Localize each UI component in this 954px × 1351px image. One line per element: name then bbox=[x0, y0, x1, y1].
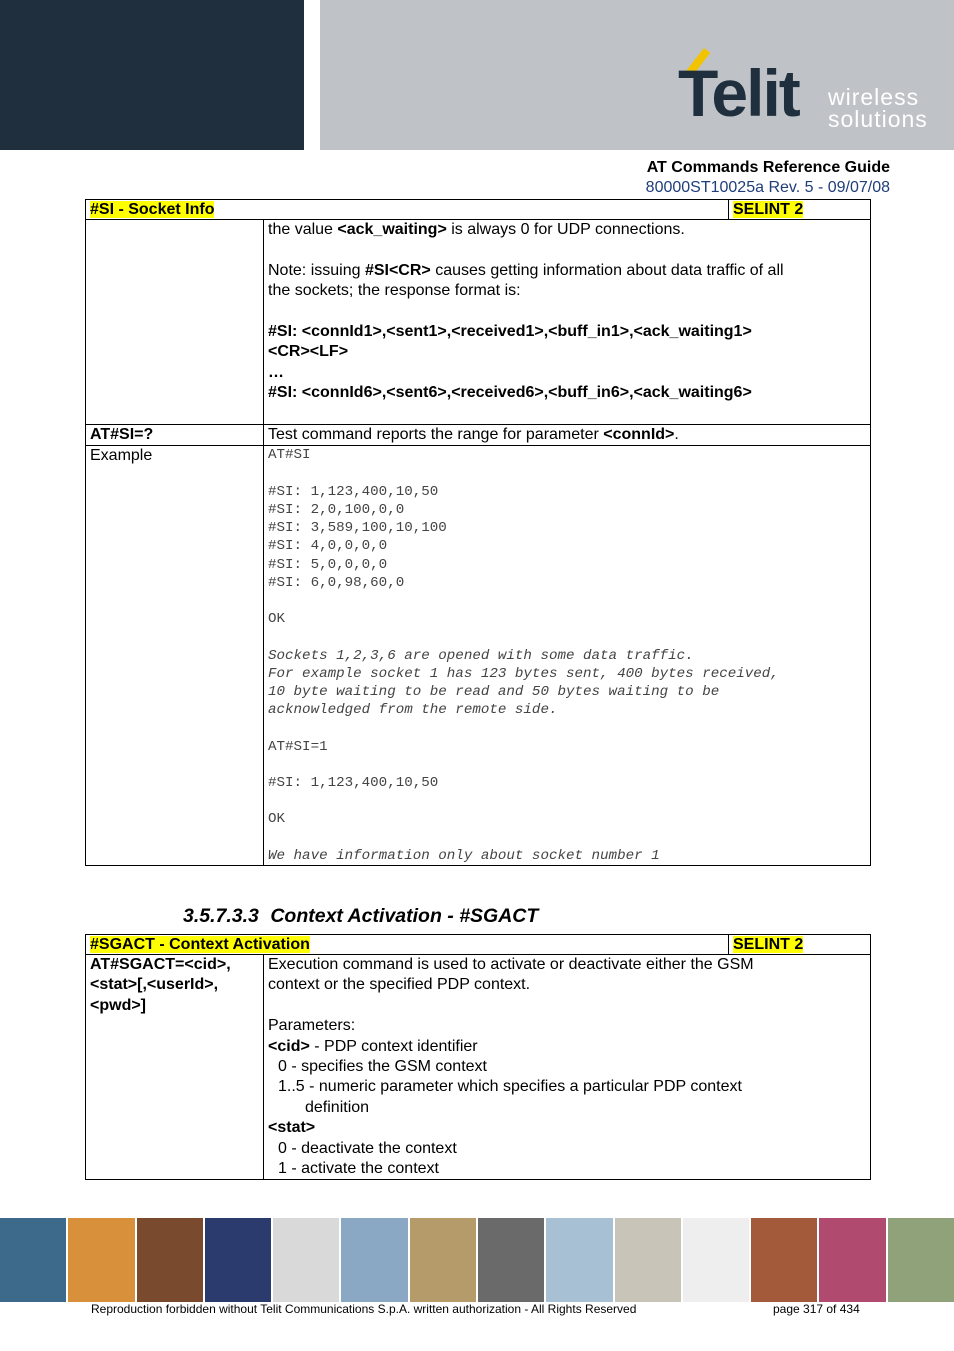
si-format-line: <CR><LF> bbox=[268, 343, 349, 361]
code-line: #SI: 3,589,100,10,100 bbox=[268, 520, 447, 537]
photo-tile bbox=[68, 1218, 134, 1302]
sgact-desc: context or the specified PDP context. bbox=[268, 976, 531, 994]
si-table-title: #SI - Socket Info bbox=[90, 201, 215, 218]
sgact-exec-cmd: AT#SGACT=<cid>, <stat>[,<userId>, <pwd>] bbox=[86, 955, 264, 1180]
si-row-example bbox=[86, 446, 871, 866]
code-line: #SI: 4,0,0,0,0 bbox=[268, 538, 388, 555]
photo-tile bbox=[751, 1218, 817, 1302]
si-note-line: Note: issuing #SI<CR> causes getting information about data traffic of all bbox=[268, 261, 784, 279]
si-table bbox=[85, 199, 871, 866]
code-line: AT#SI=1 bbox=[268, 738, 328, 755]
sgact-table-title: #SGACT - Context Activation bbox=[90, 936, 310, 953]
sgact-desc: Execution command is used to activate or deactivate either the GSM bbox=[268, 956, 754, 973]
si-format-ellipsis: … bbox=[268, 363, 284, 381]
code-line: AT#SI bbox=[268, 447, 311, 464]
si-row-test-command: AT#SI=? Test command reports the range for parameter <connId>. bbox=[86, 425, 871, 446]
code-comment: acknowledged from the remote side. bbox=[268, 702, 558, 719]
si-test-cmd: AT#SI=? bbox=[86, 425, 264, 446]
si-example-label: Example bbox=[86, 446, 264, 866]
sgact-row-exec bbox=[86, 955, 871, 1180]
si-format-line: #SI: <connId6>,<sent6>,<received6>,<buff_in6>,<ack_waiting6> bbox=[268, 384, 752, 402]
sgact-param-cid: <cid> - PDP context identifier bbox=[268, 1037, 478, 1055]
footer-photo-strip bbox=[0, 1218, 954, 1302]
sgact-params-label: Parameters: bbox=[268, 1017, 356, 1035]
si-table-header bbox=[86, 200, 871, 220]
si-format-line: #SI: <connId1>,<sent1>,<received1>,<buff_in1>,<ack_waiting1> bbox=[268, 323, 752, 340]
code-line: #SI: 1,123,400,10,50 bbox=[268, 775, 439, 791]
photo-tile bbox=[546, 1218, 612, 1302]
code-comment: 10 byte waiting to be read and 50 bytes waiting to be bbox=[268, 684, 720, 701]
logo-tagline-2: solutions bbox=[828, 106, 928, 132]
photo-tile bbox=[410, 1218, 476, 1302]
code-line: OK bbox=[268, 611, 286, 628]
si-row-set-notes bbox=[86, 220, 871, 425]
sgact-param-value: 0 - specifies the GSM context bbox=[278, 1058, 487, 1076]
sgact-param-stat: <stat> bbox=[268, 1119, 316, 1137]
doc-id: 80000ST10025a Rev. 5 - 09/07/08 bbox=[645, 179, 890, 196]
photo-tile bbox=[615, 1218, 681, 1302]
photo-tile bbox=[273, 1218, 339, 1302]
code-line: #SI: 1,123,400,10,50 bbox=[268, 483, 439, 500]
guide-title: AT Commands Reference Guide bbox=[646, 159, 890, 176]
code-line: #SI: 5,0,0,0,0 bbox=[268, 556, 388, 573]
si-selint: SELINT 2 bbox=[733, 201, 804, 218]
logo-word: Telit bbox=[678, 56, 799, 130]
page-number: page 317 of 434 bbox=[773, 1302, 860, 1316]
si-note-line: the sockets; the response format is: bbox=[268, 282, 521, 300]
photo-tile bbox=[341, 1218, 407, 1302]
section-heading bbox=[183, 905, 538, 928]
photo-tile bbox=[683, 1218, 749, 1302]
sgact-param-value: 0 - deactivate the context bbox=[278, 1139, 457, 1157]
telit-logo bbox=[676, 48, 936, 132]
code-comment: We have information only about socket number 1 bbox=[268, 847, 660, 864]
photo-tile bbox=[888, 1218, 954, 1302]
code-line: #SI: 6,0,98,60,0 bbox=[268, 574, 405, 591]
footer-notice: Reproduction forbidden without Telit Communications S.p.A. written authorization - All Rights Reserved bbox=[91, 1302, 637, 1316]
code-comment: Sockets 1,2,3,6 are opened with some data traffic. bbox=[268, 647, 694, 664]
photo-tile bbox=[478, 1218, 544, 1302]
si-note-line: the value <ack_waiting> is always 0 for UDP connections. bbox=[268, 221, 685, 238]
section-number: 3.5.7.3.3 bbox=[183, 905, 259, 927]
code-line: OK bbox=[268, 811, 286, 828]
code-comment: For example socket 1 has 123 bytes sent, 400 bytes received, bbox=[268, 665, 779, 682]
photo-tile bbox=[0, 1218, 66, 1302]
code-line: #SI: 2,0,100,0,0 bbox=[268, 502, 405, 519]
logo-tagline-1: wireless bbox=[828, 84, 920, 110]
header-dark-panel bbox=[0, 0, 304, 150]
sgact-param-value: 1..5 - numeric parameter which specifies a particular PDP context bbox=[278, 1078, 742, 1096]
sgact-table-header bbox=[86, 935, 871, 955]
sgact-param-value: 1 - activate the context bbox=[278, 1160, 439, 1178]
sgact-selint: SELINT 2 bbox=[733, 936, 804, 953]
photo-tile bbox=[137, 1218, 203, 1302]
photo-tile bbox=[205, 1218, 271, 1302]
sgact-table bbox=[85, 934, 871, 1180]
sgact-param-value: definition bbox=[305, 1098, 370, 1116]
section-title: Context Activation - #SGACT bbox=[270, 905, 539, 927]
photo-tile bbox=[819, 1218, 885, 1302]
